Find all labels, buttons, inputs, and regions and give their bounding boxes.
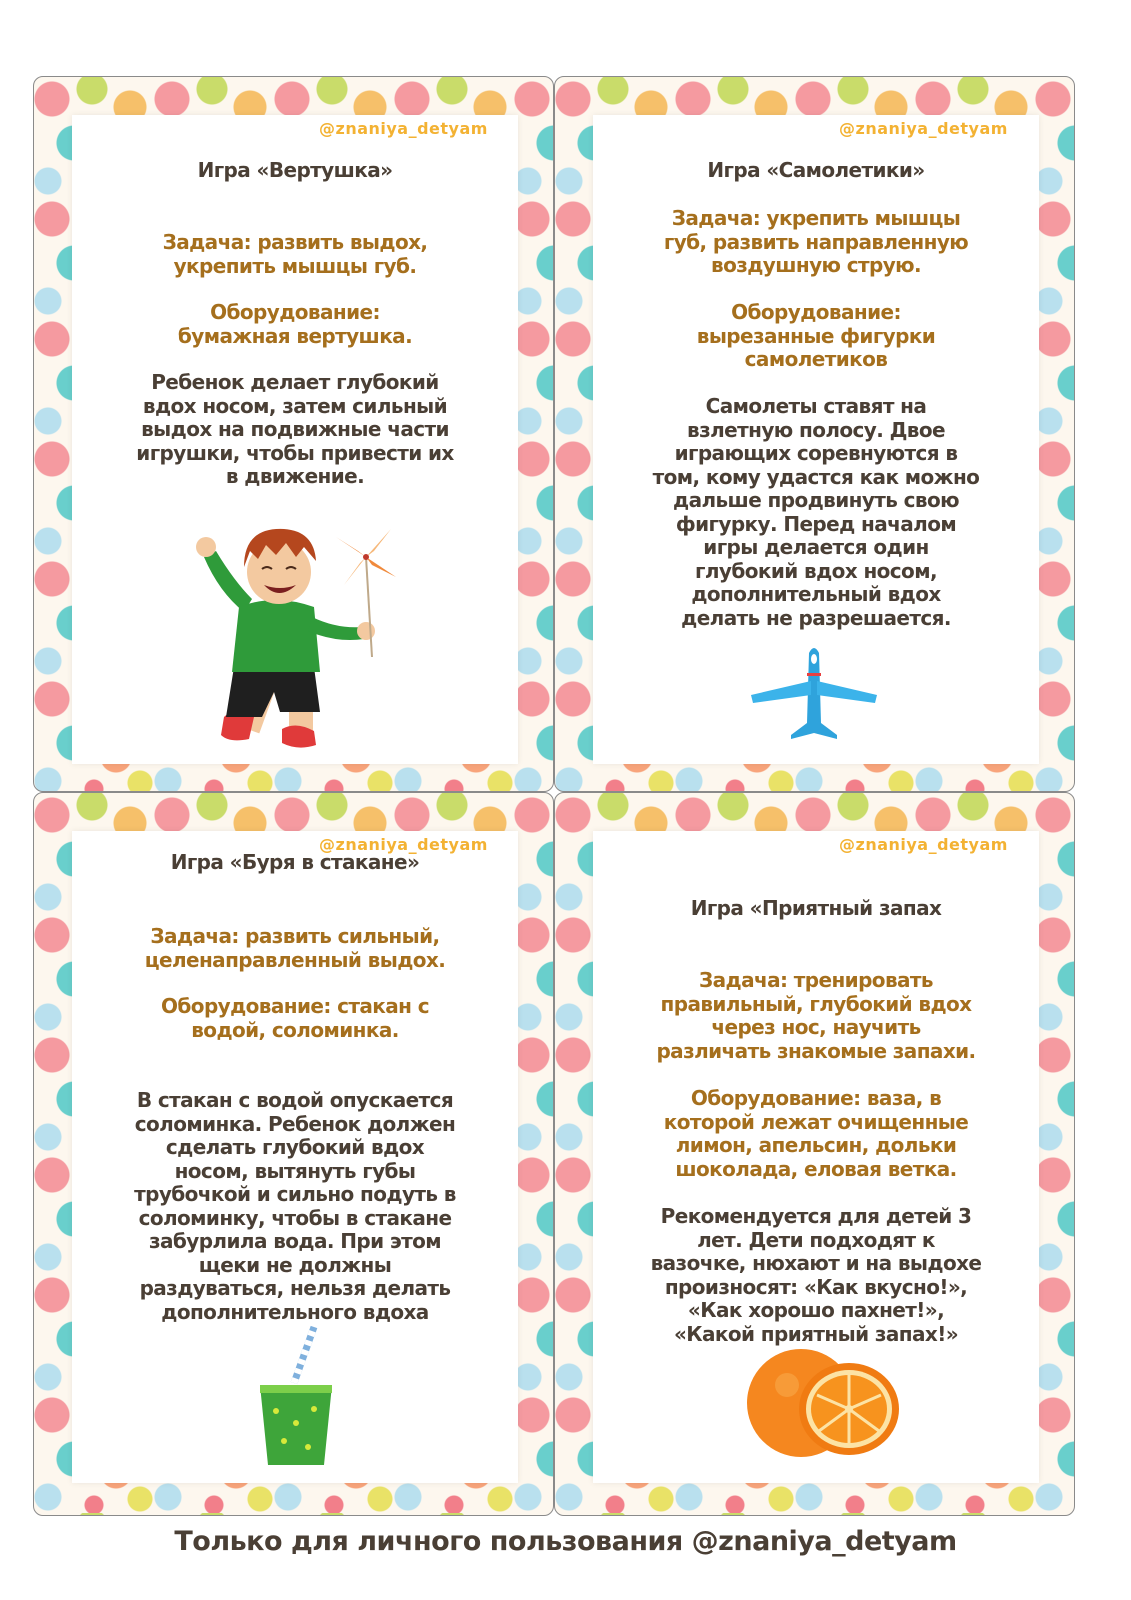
card-equipment: Оборудование: стакан с водой, соломинка. (161, 994, 429, 1042)
card-equipment: Оборудование: ваза, в которой лежат очищенные лимон, апельсин, дольки шоколада, еловая ветка. (663, 1086, 969, 1181)
card-task: Задача: тренировать правильный, глубокий вдох через нос, научить различать знакомые запахи. (656, 968, 976, 1063)
card-description: В стакан с водой опускается соломинка. Ребенок должен сделать глубокий вдох носом, вытянуть губы трубочкой и сильно подуть в соломинку, чтобы в стакане забурлила вода. При этом щеки не должны раздуваться, нельзя делать дополнительного вдоха (134, 1088, 456, 1324)
card-description: Ребенок делает глубокий вдох носом, затем сильный выдох на подвижные части игрушки, чтобы привести их в движение. (136, 370, 454, 488)
watermark: @znaniya_detyam (839, 119, 1008, 138)
watermark: @znaniya_detyam (839, 835, 1008, 854)
card-description: Самолеты ставят на взлетную полосу. Двое играющих соревнуются в том, кому удастся как можно дальше продвинуть свою фигурку. Перед началом игры делается один глубокий вдох носом, дополнительный вдох делать не разрешается. (652, 394, 980, 630)
card-title: Игра «Приятный запах (690, 896, 942, 920)
card-title: Игра «Вертушка» (197, 158, 393, 182)
watermark: @znaniya_detyam (319, 835, 488, 854)
card-task: Задача: укрепить мышцы губ, развить направленную воздушную струю. (663, 206, 969, 277)
card-title: Игра «Самолетики» (707, 158, 925, 182)
card-task: Задача: развить выдох, укрепить мышцы губ. (162, 230, 428, 278)
footer-copyright: Только для личного пользования @znaniya_detyam (174, 1526, 957, 1557)
watermark: @znaniya_detyam (319, 119, 488, 138)
card-equipment: Оборудование: бумажная вертушка. (177, 300, 413, 348)
boy-with-pinwheel-icon (194, 517, 424, 757)
orange-icon (739, 1345, 909, 1465)
card-airplanes (554, 76, 1075, 792)
card-task: Задача: развить сильный, целенаправленный выдох. (144, 924, 446, 972)
card-title: Игра «Буря в стакане» (170, 850, 420, 874)
card-pinwheel (33, 76, 554, 792)
card-pleasant-smell (554, 792, 1075, 1516)
card-equipment: Оборудование: вырезанные фигурки самолетиков (696, 300, 936, 371)
airplane-icon (749, 643, 879, 743)
card-description: Рекомендуется для детей 3 лет. Дети подходят к вазочке, нюхают и на выдохе произносят: «Как вкусно!», «Как хорошо пахнет!», «Какой приятный запах!» (650, 1204, 982, 1346)
card-storm-in-glass (33, 792, 554, 1516)
cup-with-straw-icon (256, 1323, 336, 1473)
